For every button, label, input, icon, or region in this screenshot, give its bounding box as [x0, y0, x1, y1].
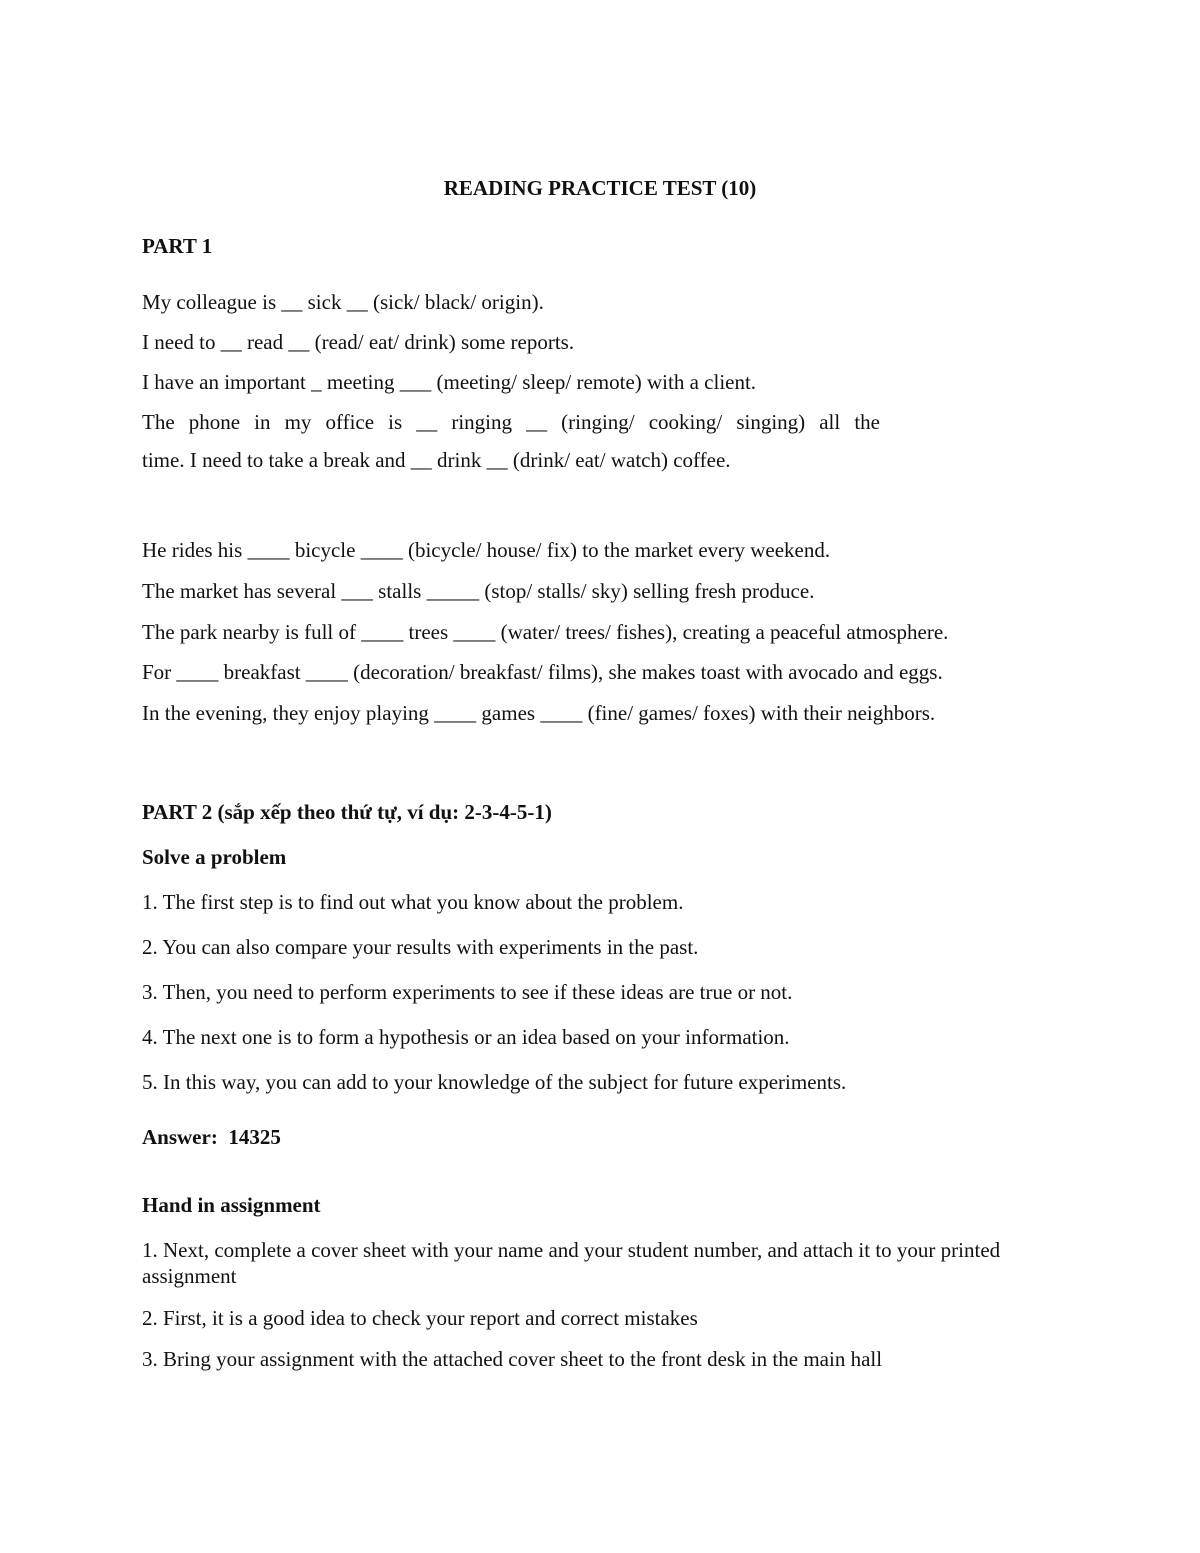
part2-heading: PART 2 (sắp xếp theo thứ tự, ví dụ: 2-3-4-5-1)	[142, 800, 552, 824]
section1-item-5: 5. In this way, you can add to your knowledge of the subject for future experiments.	[142, 1070, 847, 1094]
section2-item-1: 1. Next, complete a cover sheet with your name and your student number, and attach it to your printed assignment	[142, 1238, 1001, 1288]
part1-sentence-4-justified	[142, 409, 880, 435]
section2-item-3: 3. Bring your assignment with the attached cover sheet to the front desk in the main hall	[142, 1347, 883, 1371]
section1-item-4: 4. The next one is to form a hypothesis or an idea based on your information.	[142, 1025, 790, 1049]
section1-item-3: 3. Then, you need to perform experiments to see if these ideas are true or not.	[142, 980, 793, 1004]
section2-item-2: 2. First, it is a good idea to check your report and correct mistakes	[142, 1306, 698, 1330]
justified-word: office	[325, 410, 375, 434]
answer-row	[142, 1124, 281, 1150]
justified-word: (ringing/	[561, 410, 635, 434]
justified-word: cooking/	[648, 410, 723, 434]
justified-word: is	[388, 410, 403, 434]
part1-sentence-9: For ____ breakfast ____ (decoration/ breakfast/ films), she makes toast with avocado and eggs.	[142, 660, 943, 684]
justified-word: The	[142, 410, 175, 434]
document-title: READING PRACTICE TEST (10)	[443, 176, 757, 200]
part1-sentence-8: The park nearby is full of ____ trees ____ (water/ trees/ fishes), creating a peaceful atmosphere.	[142, 620, 949, 644]
justified-word: my	[284, 410, 312, 434]
justified-word: in	[254, 410, 271, 434]
part1-sentence-6: He rides his ____ bicycle ____ (bicycle/ house/ fix) to the market every weekend.	[142, 538, 831, 562]
justified-word: __	[416, 410, 438, 434]
part1-sentence-2: I need to __ read __ (read/ eat/ drink) some reports.	[142, 330, 575, 354]
justified-word: the	[854, 410, 880, 434]
justified-word: phone	[188, 410, 241, 434]
justified-word: ringing	[451, 410, 512, 434]
section1-item-2: 2. You can also compare your results with experiments in the past.	[142, 935, 699, 959]
part1-sentence-3: I have an important _ meeting ___ (meeting/ sleep/ remote) with a client.	[142, 370, 757, 394]
part1-heading: PART 1	[142, 234, 213, 258]
section1-title: Solve a problem	[142, 845, 287, 869]
part1-sentence-5: time. I need to take a break and __ drink __ (drink/ eat/ watch) coffee.	[142, 448, 731, 472]
justified-word: __	[526, 410, 548, 434]
part1-sentence-7: The market has several ___ stalls _____ (stop/ stalls/ sky) selling fresh produce.	[142, 579, 815, 603]
answer-value: 14325	[228, 1125, 281, 1149]
section2-title: Hand in assignment	[142, 1193, 321, 1217]
part1-sentence-10: In the evening, they enjoy playing ____ games ____ (fine/ games/ foxes) with their neighbors.	[142, 701, 936, 725]
answer-label: Answer:	[142, 1125, 218, 1149]
part1-sentence-1: My colleague is __ sick __ (sick/ black/ origin).	[142, 290, 544, 314]
justified-word: all	[819, 410, 841, 434]
section1-item-1: 1. The first step is to find out what you know about the problem.	[142, 890, 684, 914]
justified-word: singing)	[736, 410, 806, 434]
